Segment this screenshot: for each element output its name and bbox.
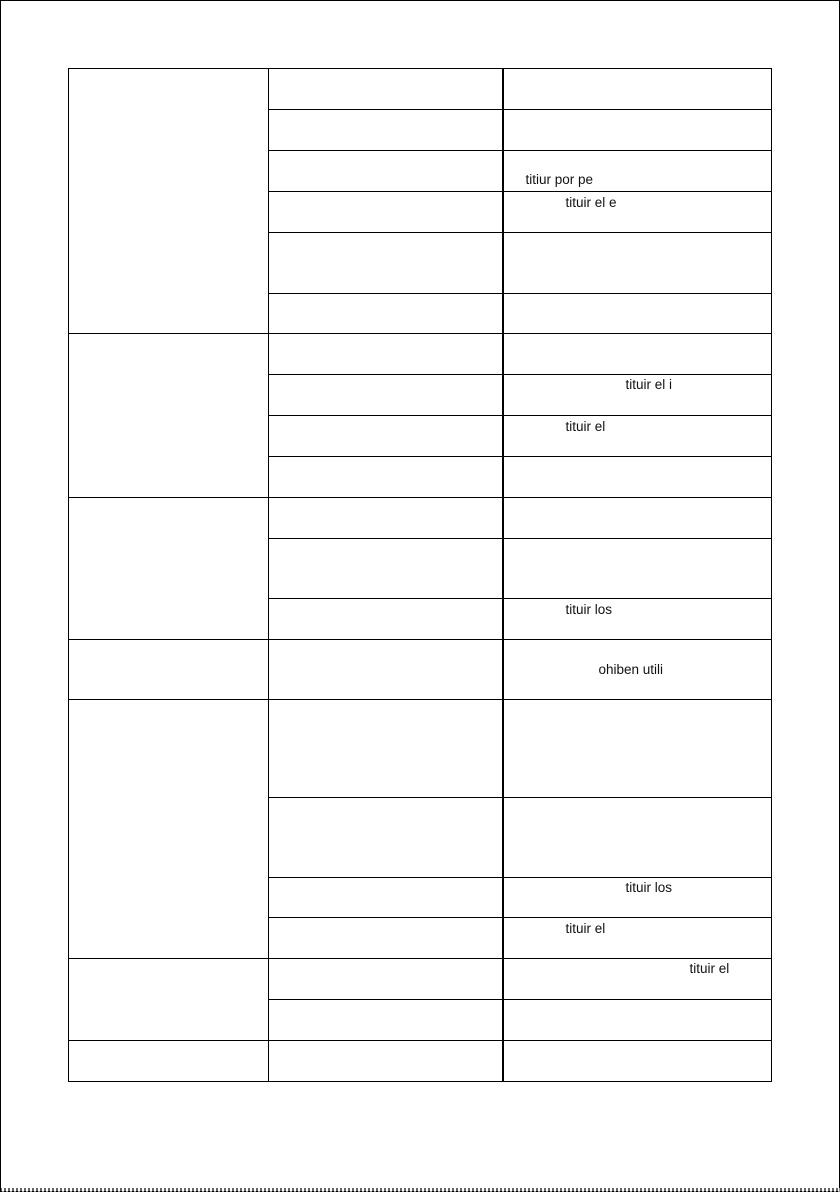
table-cell [503, 110, 772, 151]
cell-text-fragment: titiur por pe [525, 172, 594, 187]
table-cell [269, 498, 503, 539]
table-cell [269, 334, 503, 375]
table-cell [503, 599, 772, 640]
table-cell [269, 700, 503, 798]
cell-text-fragment: tituir el [689, 961, 730, 976]
table-cell [503, 192, 772, 233]
table-cell [503, 233, 772, 294]
table-cell [269, 151, 503, 192]
table-cell [269, 1041, 503, 1082]
table-cell [269, 878, 503, 918]
table-cell [269, 1000, 503, 1041]
group-label-cell [69, 700, 269, 959]
table-cell [269, 599, 503, 640]
table-cell [503, 959, 772, 1000]
group-label-cell [69, 1041, 269, 1082]
table-cell [269, 375, 503, 416]
table-cell [503, 151, 772, 192]
table-cell [503, 700, 772, 798]
table-cell [269, 640, 503, 700]
table-cell [503, 69, 772, 110]
table-cell [503, 416, 772, 457]
table-cell [503, 294, 772, 334]
table-cell [269, 539, 503, 599]
scan-edge [0, 1188, 840, 1192]
table-cell [269, 69, 503, 110]
table-cell [503, 1041, 772, 1082]
group-label-cell [69, 640, 269, 700]
table-row [69, 959, 772, 1000]
table-cell [503, 457, 772, 498]
table-cell [503, 918, 772, 959]
group-label-cell [69, 959, 269, 1041]
table-row [69, 1041, 772, 1082]
table-row [69, 498, 772, 539]
cell-text-fragment: tituir el [565, 419, 606, 434]
table-cell [503, 498, 772, 539]
cell-text-fragment: tituir los [625, 880, 673, 895]
cell-text-fragment: tituir el [565, 921, 606, 936]
cell-text-fragment: tituir el e [565, 195, 617, 210]
table-cell [503, 375, 772, 416]
table-cell [269, 110, 503, 151]
table-row [69, 69, 772, 110]
table-row [69, 700, 772, 798]
table-cell [269, 294, 503, 334]
group-label-cell [69, 334, 269, 498]
table-cell [269, 918, 503, 959]
table-cell [269, 233, 503, 294]
table-cell [503, 878, 772, 918]
table-cell [503, 539, 772, 599]
cell-text-fragment: tituir los [565, 602, 613, 617]
table-row [69, 640, 772, 700]
table-cell [269, 416, 503, 457]
table-cell [503, 334, 772, 375]
table-cell [503, 798, 772, 878]
table-cell [503, 640, 772, 700]
table-row [69, 334, 772, 375]
table-cell [269, 959, 503, 1000]
table-cell [269, 192, 503, 233]
data-table [68, 68, 772, 1082]
cell-text-fragment: ohiben utili [598, 662, 664, 677]
table-cell [503, 1000, 772, 1041]
table-cell [269, 798, 503, 878]
cell-text-fragment: tituir el i [625, 377, 673, 392]
group-label-cell [69, 498, 269, 640]
table-cell [269, 457, 503, 498]
group-label-cell [69, 69, 269, 334]
